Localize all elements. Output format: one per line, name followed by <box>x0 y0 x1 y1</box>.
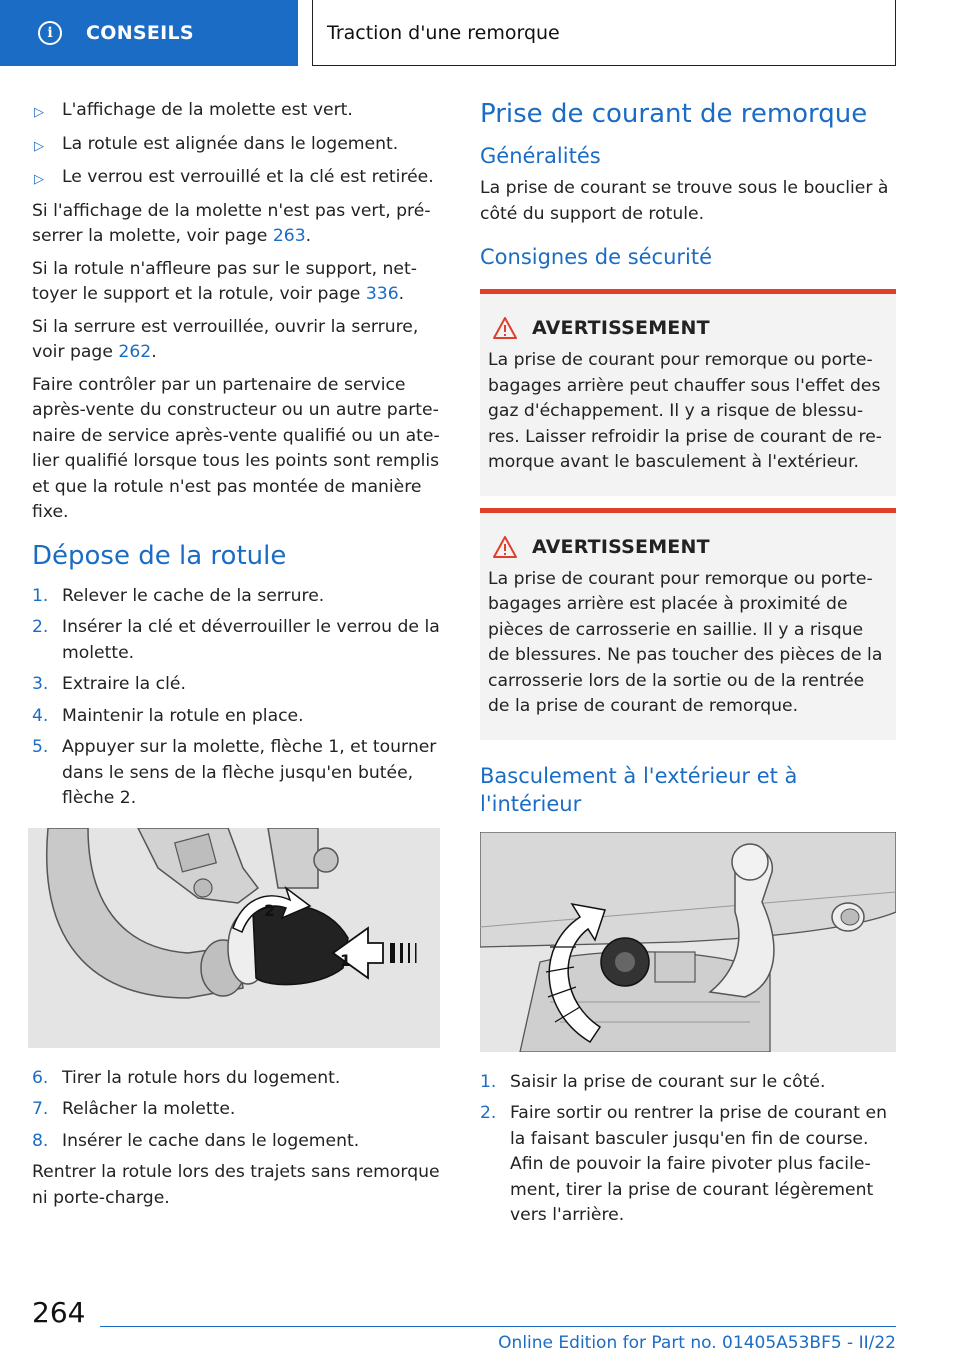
subsection-heading: Consignes de sécurité <box>480 245 713 269</box>
list-item: 8. Insérer le cache dans le logement. <box>32 1130 360 1151</box>
list-item: 1. Saisir la prise de courant sur le côté. <box>480 1071 826 1092</box>
edition-note: Online Edition for Part no. 01405A53BF5 - II/22 <box>498 1333 896 1353</box>
paragraph: La prise de courant se trouve sous le bouclier à côté du support de rotule. <box>480 178 889 224</box>
section-tab <box>0 0 298 66</box>
right-column <box>480 98 896 1235</box>
warning-box <box>480 289 896 496</box>
page-number: 264 <box>32 1296 86 1329</box>
steps-list <box>32 584 444 812</box>
warning-title: AVERTISSEMENT <box>532 535 710 558</box>
paragraph: Faire contrôler par un partenaire de service après-vente du constructeur ou un autre partenaire de service après-vente qualifié ou un atelier qualifié lorsque tous les points sont remplis et que la rotule n'est pas montée de manière fixe. <box>32 374 440 522</box>
steps-list <box>32 1066 444 1155</box>
arrow-label: 1 <box>340 950 352 970</box>
list-item: ▷ Le verrou est verrouillé et la clé est retirée. <box>32 165 444 191</box>
page-title: Traction d'une remorque <box>312 0 896 66</box>
paragraph: Si la rotule n'affleure pas sur le support, nettoyer le support et la rotule, voir page 336. <box>32 258 417 304</box>
list-item: ▷ L'affichage de la molette est vert. <box>32 98 444 124</box>
warning-triangle-icon <box>492 316 518 340</box>
info-icon: i <box>38 21 62 45</box>
ball-head-illustration <box>28 828 440 1048</box>
list-item: ▷ La rotule est alignée dans le logement. <box>32 132 444 158</box>
arrow-label: 2 <box>264 900 276 920</box>
page-link[interactable]: 336 <box>365 284 399 304</box>
list-item: 1. Relever le cache de la serrure. <box>32 585 325 606</box>
trailer-socket-illustration <box>480 832 896 1052</box>
warning-text: La prise de courant pour remorque ou porte-bagages arrière peut chauffer sous l'effet des gaz d'échappement. Il y a risque de blessures. Laisser refroidir la prise de courant de remorque avant le basculement à l'extérieur. <box>488 350 882 472</box>
warning-text: La prise de courant pour remorque ou porte-bagages arrière est placée à proximité de pièces de carrosserie en saillie. Il y a risque de blessures. Ne pas toucher des pièces de la carrosserie lors de la sortie ou de la rentrée de la prise de courant de remorque. <box>488 568 883 716</box>
triangle-right-icon: ▷ <box>34 172 44 187</box>
socket-figure <box>480 832 896 1052</box>
paragraph: Si l'affichage de la molette n'est pas vert, préserrer la molette, voir page 263. <box>32 200 431 246</box>
triangle-right-icon: ▷ <box>34 138 44 154</box>
section-heading: Prise de courant de remorque <box>480 99 868 129</box>
page-link[interactable]: 262 <box>118 342 152 362</box>
check-list <box>32 98 444 191</box>
list-item: 3. Extraire la clé. <box>32 674 186 694</box>
list-item: 2. Faire sortir ou rentrer la prise de courant en la faisant basculer jusqu'en fin de course. Afin de pouvoir la faire pivoter plus facilement, tirer la prise de courant légèrement vers l'arrière. <box>480 1103 887 1225</box>
list-item: 7. Relâcher la molette. <box>32 1099 236 1119</box>
warning-box <box>480 508 896 740</box>
section-heading: Dépose de la rotule <box>32 540 287 571</box>
warning-title: AVERTISSEMENT <box>532 317 710 339</box>
list-item: 2. Insérer la clé et déverrouiller le verrou de la molette. <box>32 617 440 663</box>
ball-head-figure <box>28 828 440 1048</box>
steps-list <box>480 1070 896 1229</box>
triangle-right-icon: ▷ <box>34 105 44 120</box>
paragraph: Rentrer la rotule lors des trajets sans remorque ni porte-charge. <box>32 1162 440 1208</box>
list-item: 6. Tirer la rotule hors du logement. <box>32 1067 341 1088</box>
footer-divider <box>100 1326 896 1327</box>
paragraph: Si la serrure est verrouillée, ouvrir la serrure, voir page 262. <box>32 316 419 362</box>
subsection-heading: Basculement à l'extérieur et à l'intérieur <box>480 763 798 816</box>
page-link[interactable]: 263 <box>272 226 306 246</box>
left-column <box>32 98 444 1218</box>
subsection-heading: Généralités <box>480 144 601 168</box>
warning-triangle-icon <box>492 535 518 559</box>
section-label: CONSEILS <box>86 22 194 44</box>
list-item: 5. Appuyer sur la molette, flèche 1, et tourner dans le sens de la flèche jusqu'en butée, flèche 2. <box>32 737 437 808</box>
list-item: 4. Maintenir la rotule en place. <box>32 705 304 726</box>
